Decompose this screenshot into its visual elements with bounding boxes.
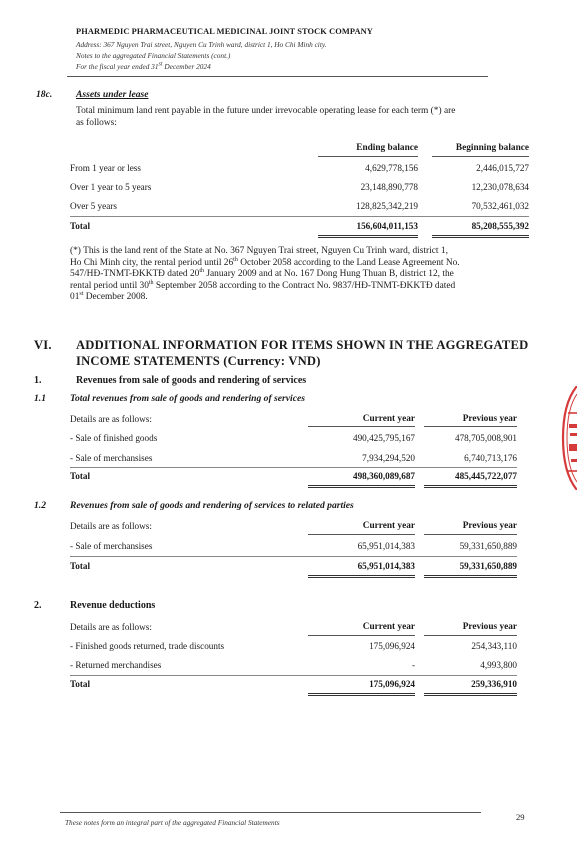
col-rule xyxy=(308,534,415,535)
double-rule xyxy=(318,235,418,238)
section-title-vi-line-2: INCOME STATEMENTS (Currency: VND) xyxy=(76,354,321,368)
col-rule xyxy=(424,635,517,636)
section-number-1-1: 1.1 xyxy=(34,393,46,404)
double-rule xyxy=(308,485,415,488)
section-title-revenue-deductions: Revenue deductions xyxy=(70,600,156,611)
section-number-2: 2. xyxy=(34,600,42,611)
double-rule xyxy=(424,693,517,696)
col-rule xyxy=(318,156,418,157)
section-number-18c: 18c. xyxy=(36,89,53,100)
col-rule xyxy=(308,426,415,427)
section-title-vi: ADDITIONAL INFORMATION FOR ITEMS SHOWN IN THE AGGREGATED xyxy=(76,338,529,352)
lease-intro: Total minimum land rent payable in the future under irrevocable operating lease for each term (*) are as follows: xyxy=(76,106,456,128)
fiscal-period: For the fiscal year ended 31st December 2024 xyxy=(76,61,211,71)
double-rule xyxy=(424,485,517,488)
section-title-total-revenues: Total revenues from sale of goods and rendering of services xyxy=(70,393,305,404)
details-label: Details are as follows: xyxy=(70,622,152,632)
section-title-assets-under-lease: Assets under lease xyxy=(76,89,149,100)
footer-note: These notes form an integral part of the aggregated Financial Statements xyxy=(65,818,280,827)
header-rule xyxy=(67,76,488,77)
section-number-1-2: 1.2 xyxy=(34,500,46,511)
double-rule xyxy=(308,575,415,578)
total-rule xyxy=(70,467,517,468)
col-rule xyxy=(432,156,529,157)
details-label: Details are as follows: xyxy=(70,414,152,424)
double-rule xyxy=(432,235,529,238)
col-header-current-year: Current year xyxy=(362,414,415,424)
total-rule xyxy=(70,556,517,557)
col-header-ending-balance: Ending balance xyxy=(356,143,418,153)
total-rule xyxy=(70,216,529,217)
section-title-related-parties: Revenues from sale of goods and rendering of services to related parties xyxy=(70,500,354,511)
col-header-current-year: Current year xyxy=(362,521,415,531)
col-header-previous-year: Previous year xyxy=(462,414,517,424)
notes-subtitle: Notes to the aggregated Financial Statements (cont.) xyxy=(76,51,231,60)
section-number-1: 1. xyxy=(34,375,42,386)
section-number-vi: VI. xyxy=(34,338,52,352)
col-rule xyxy=(308,635,415,636)
col-header-previous-year: Previous year xyxy=(462,521,517,531)
lease-note: (*) This is the land rent of the State at No. 367 Nguyen Trai street, Nguyen Cu Trinh ward, district 1, Ho Chi Minh city, the rental period until 26th October 2058 according to the Land Lease Agreement No. 547/HĐ-TNMT-ĐKKTĐ dated 20th January 2009 and at No. 167 Dong Hung Thuan B, district 12, the rental period until 30th September 2058 according to the Contract No. 9837/HĐ-TNMT-ĐKKTĐ dated 01st December 2008. xyxy=(70,246,460,302)
company-address: Address: 367 Nguyen Trai street, Nguyen Cu Trinh ward, district 1, Ho Chi Minh city. xyxy=(76,40,327,49)
company-name: PHARMEDIC PHARMACEUTICAL MEDICINAL JOINT STOCK COMPANY xyxy=(76,27,373,36)
page-number: 29 xyxy=(516,812,525,822)
double-rule xyxy=(424,575,517,578)
col-header-beginning-balance: Beginning balance xyxy=(455,143,529,153)
footer-rule xyxy=(60,812,481,813)
col-header-previous-year: Previous year xyxy=(462,622,517,632)
total-rule xyxy=(70,675,517,676)
col-rule xyxy=(424,534,517,535)
double-rule xyxy=(308,693,415,696)
col-rule xyxy=(424,426,517,427)
section-title-revenues: Revenues from sale of goods and rendering of services xyxy=(76,375,307,386)
details-label: Details are as follows: xyxy=(70,521,152,531)
company-seal-stamp xyxy=(561,386,577,490)
col-header-current-year: Current year xyxy=(362,622,415,632)
